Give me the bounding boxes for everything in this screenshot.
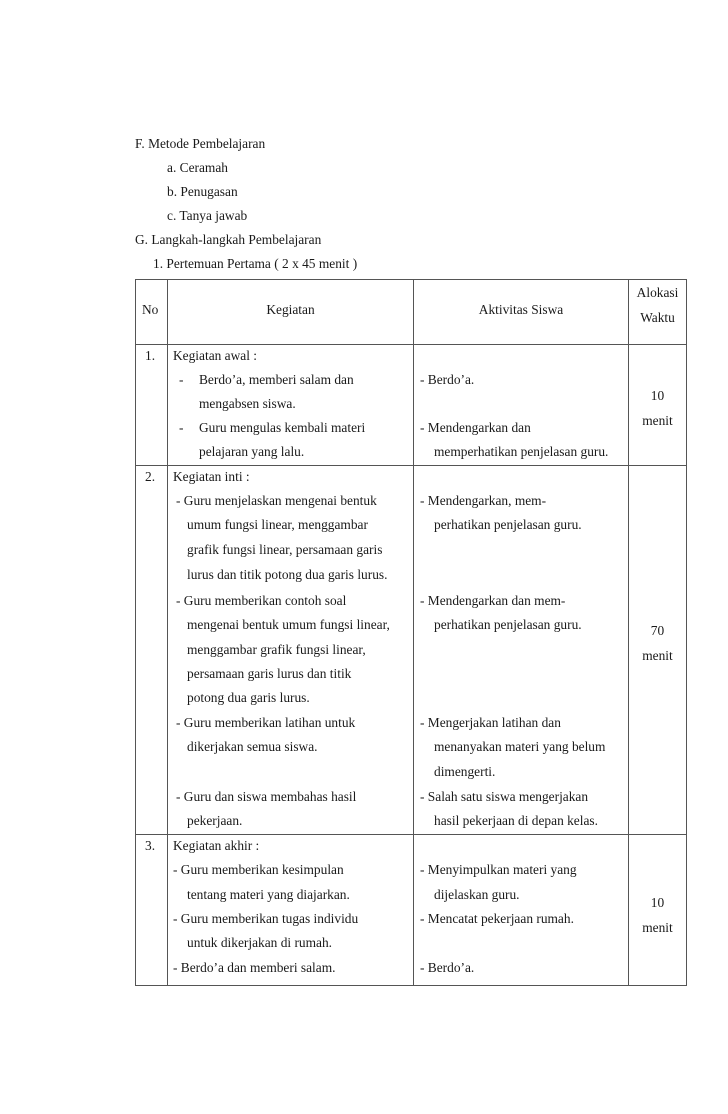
table-row-divider <box>135 834 687 835</box>
kegiatan-line: tentang materi yang diajarkan. <box>187 887 350 902</box>
time-value: 10 <box>650 388 665 403</box>
kegiatan-line: persamaan garis lurus dan titik <box>187 666 352 681</box>
table-row-divider <box>135 465 687 466</box>
table-header-divider <box>135 344 687 345</box>
kegiatan-line: - Guru memberikan contoh soal <box>176 593 347 608</box>
activity-title: Kegiatan awal : <box>173 348 258 363</box>
kegiatan-line: pekerjaan. <box>187 813 243 828</box>
aktivitas-line: - Mengerjakan latihan dan <box>420 715 561 730</box>
table-border-right <box>686 279 687 986</box>
row-number: 2. <box>145 469 156 484</box>
table-border-bottom <box>135 985 687 986</box>
aktivitas-line: perhatikan penjelasan guru. <box>434 517 582 532</box>
table-col-divider <box>413 279 414 986</box>
kegiatan-line: - Guru memberikan kesimpulan <box>173 862 344 877</box>
kegiatan-line: mengabsen siswa. <box>199 396 296 411</box>
kegiatan-line: Berdo’a, memberi salam dan <box>199 372 354 387</box>
method-item: c. Tanya jawab <box>167 208 248 223</box>
time-unit: menit <box>642 648 673 663</box>
bullet: - <box>179 420 184 435</box>
kegiatan-line: - Guru memberikan latihan untuk <box>176 715 356 730</box>
kegiatan-line: - Guru dan siswa membahas hasil <box>176 789 357 804</box>
aktivitas-line: - Berdo’a. <box>420 372 475 387</box>
kegiatan-line: untuk dikerjakan di rumah. <box>187 935 333 950</box>
aktivitas-line: menanyakan materi yang belum <box>434 739 606 754</box>
kegiatan-line: Guru mengulas kembali materi <box>199 420 366 435</box>
aktivitas-line: perhatikan penjelasan guru. <box>434 617 582 632</box>
time-unit: menit <box>642 920 673 935</box>
aktivitas-line: - Salah satu siswa mengerjakan <box>420 789 589 804</box>
kegiatan-line: menggambar grafik fungsi linear, <box>187 642 366 657</box>
row-number: 3. <box>145 838 156 853</box>
kegiatan-line: umum fungsi linear, menggambar <box>187 517 368 532</box>
kegiatan-line: dikerjakan semua siswa. <box>187 739 318 754</box>
header-kegiatan: Kegiatan <box>266 302 315 317</box>
table-col-divider <box>167 279 168 986</box>
aktivitas-line: hasil pekerjaan di depan kelas. <box>434 813 598 828</box>
header-aktivitas: Aktivitas Siswa <box>478 302 564 317</box>
kegiatan-line: lurus dan titik potong dua garis lurus. <box>187 567 388 582</box>
kegiatan-line: mengenai bentuk umum fungsi linear, <box>187 617 390 632</box>
kegiatan-line: - Berdo’a dan memberi salam. <box>173 960 336 975</box>
row-number: 1. <box>145 348 156 363</box>
kegiatan-line: - Guru memberikan tugas individu <box>173 911 359 926</box>
header-waktu: Waktu <box>640 310 675 325</box>
aktivitas-line: dijelaskan guru. <box>434 887 520 902</box>
table-border-top <box>135 279 687 280</box>
aktivitas-line: dimengerti. <box>434 764 496 779</box>
aktivitas-line: memperhatikan penjelasan guru. <box>434 444 609 459</box>
aktivitas-line: - Menyimpulkan materi yang <box>420 862 577 877</box>
aktivitas-line: - Berdo’a. <box>420 960 475 975</box>
activity-title: Kegiatan inti : <box>173 469 250 484</box>
time-value: 70 <box>650 623 665 638</box>
kegiatan-line: - Guru menjelaskan mengenai bentuk <box>176 493 377 508</box>
section-f-heading: F. Metode Pembelajaran <box>135 136 266 151</box>
method-item: b. Penugasan <box>167 184 238 199</box>
aktivitas-line: - Mendengarkan, mem- <box>420 493 547 508</box>
bullet: - <box>179 372 184 387</box>
aktivitas-line: - Mencatat pekerjaan rumah. <box>420 911 574 926</box>
aktivitas-line: - Mendengarkan dan <box>420 420 531 435</box>
kegiatan-line: grafik fungsi linear, persamaan garis <box>187 542 383 557</box>
header-alokasi: Alokasi <box>636 285 679 300</box>
aktivitas-line: - Mendengarkan dan mem- <box>420 593 566 608</box>
meeting-subheading: 1. Pertemuan Pertama ( 2 x 45 menit ) <box>153 256 358 271</box>
table-border-left <box>135 279 136 986</box>
method-item: a. Ceramah <box>167 160 228 175</box>
time-value: 10 <box>650 895 665 910</box>
activity-title: Kegiatan akhir : <box>173 838 260 853</box>
time-unit: menit <box>642 413 673 428</box>
kegiatan-line: potong dua garis lurus. <box>187 690 310 705</box>
header-no: No <box>142 302 159 317</box>
kegiatan-line: pelajaran yang lalu. <box>199 444 305 459</box>
section-g-heading: G. Langkah-langkah Pembelajaran <box>135 232 322 247</box>
